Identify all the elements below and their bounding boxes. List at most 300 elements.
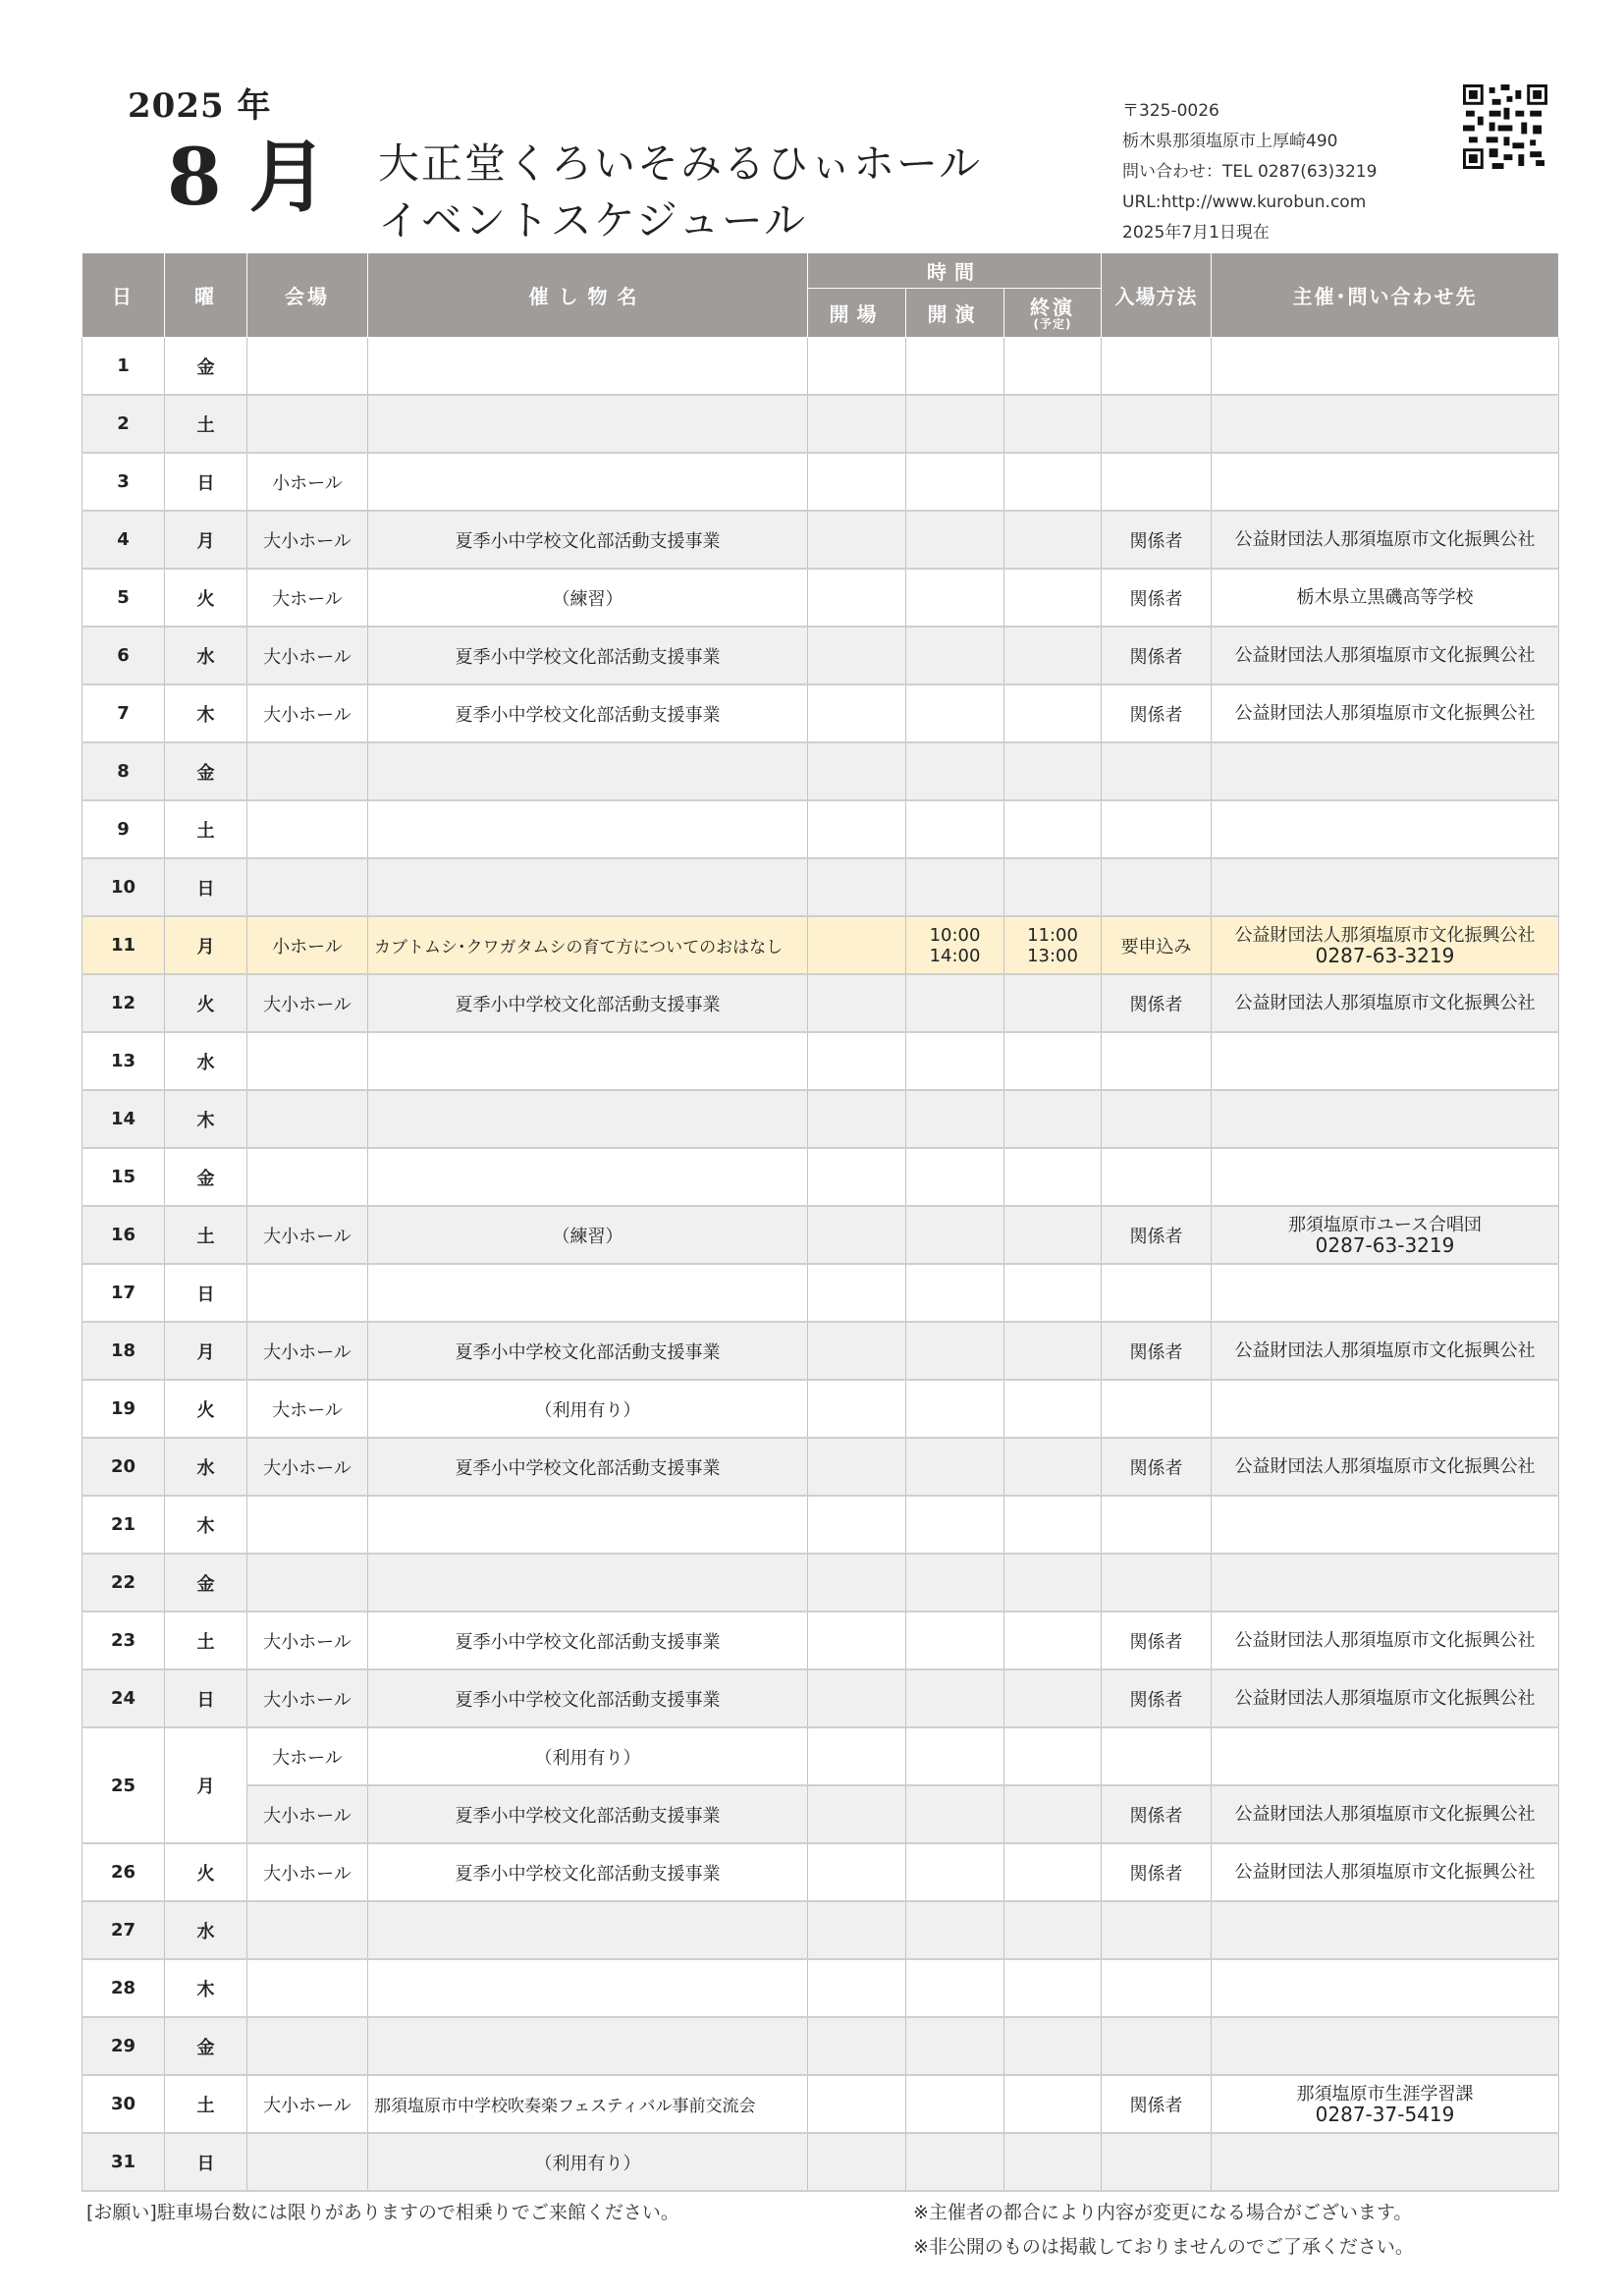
weekday-cell: 金 [165,1148,247,1206]
admission-cell [1102,858,1212,916]
admission-cell: 関係者 [1102,569,1212,627]
event-cell [368,1090,808,1148]
venue-cell: 大ホール [247,1380,368,1438]
admission-cell [1102,1148,1212,1206]
weekday-cell: 日 [165,858,247,916]
venue-cell: 大小ホール [247,684,368,742]
event-cell: 夏季小中学校文化部活動支援事業 [368,1785,808,1843]
weekday-cell: 水 [165,627,247,684]
end-time-cell [1004,1554,1102,1612]
day-cell: 25 [82,1727,165,1843]
table-row [82,742,1559,800]
weekday-cell: 土 [165,395,247,453]
weekday-cell: 月 [165,916,247,974]
organizer-cell [1212,858,1559,916]
event-cell [368,800,808,858]
event-cell: （練習） [368,569,808,627]
qr-code-icon [1463,82,1547,171]
end-time-cell [1004,2133,1102,2191]
year-label: 2025 年 [128,86,272,126]
weekday-cell: 火 [165,1843,247,1901]
header-start: 開演 [906,289,1004,338]
open-time-cell [808,858,906,916]
day-cell: 28 [82,1959,165,2017]
open-time-cell [808,2075,906,2133]
event-cell: カブトムシ･クワガタムシの育て方についてのおはなし [368,916,808,974]
phone: 問い合わせ：TEL 0287(63)3219 [1122,162,1378,182]
table-row [82,338,1559,396]
weekday-cell: 水 [165,1438,247,1496]
title-line-2: イベントスケジュール [378,196,808,245]
end-time-cell [1004,1380,1102,1438]
admission-cell [1102,2017,1212,2075]
event-cell: 夏季小中学校文化部活動支援事業 [368,1669,808,1727]
weekday-cell: 日 [165,1669,247,1727]
table-row [82,1090,1559,1148]
venue-cell: 大ホール [247,569,368,627]
event-cell: 那須塩原市中学校吹奏楽フェスティバル事前交流会 [368,2075,808,2133]
contact-info [1122,96,1377,248]
venue-cell: 大小ホール [247,511,368,569]
organizer-cell [1212,1090,1559,1148]
day-cell: 8 [82,742,165,800]
start-time-cell [906,1612,1004,1669]
table-row [82,1612,1559,1669]
end-time-cell [1004,916,1102,974]
organizer-cell: 公益財団法人那須塩原市文化振興公社 [1212,684,1559,742]
day-cell: 6 [82,627,165,684]
event-cell [368,395,808,453]
table-row [82,916,1559,974]
weekday-cell: 金 [165,1554,247,1612]
header-organizer: 主催･問い合わせ先 [1212,253,1559,338]
organizer-cell: 公益財団法人那須塩原市文化振興公社 [1212,1438,1559,1496]
start-time-cell [906,338,1004,396]
venue-cell [247,858,368,916]
admission-cell [1102,1032,1212,1090]
change-note: ※主催者の都合により内容が変更になる場合がございます。 [913,2202,1413,2223]
day-cell: 1 [82,338,165,396]
organizer-phone: 0287-63-3219 [1315,943,1455,967]
venue-cell [247,1901,368,1959]
day-cell: 19 [82,1380,165,1438]
end-time-2: 13:00 [1027,945,1078,966]
day-cell: 30 [82,2075,165,2133]
end-time-cell [1004,858,1102,916]
event-cell: 夏季小中学校文化部活動支援事業 [368,1612,808,1669]
header-event: 催し物名 [368,253,808,338]
admission-cell [1102,338,1212,396]
end-time-cell [1004,800,1102,858]
admission-cell: 関係者 [1102,684,1212,742]
event-cell [368,1554,808,1612]
end-time-1: 11:00 [1027,924,1078,946]
day-cell: 14 [82,1090,165,1148]
table-row [82,511,1559,569]
table-row [82,1438,1559,1496]
day-cell: 5 [82,569,165,627]
end-time-cell [1004,1901,1102,1959]
day-cell: 22 [82,1554,165,1612]
weekday-cell: 土 [165,1612,247,1669]
as-of-date: 2025年7月1日現在 [1122,223,1270,243]
venue-cell [247,338,368,396]
event-cell: 夏季小中学校文化部活動支援事業 [368,1438,808,1496]
organizer-name: 那須塩原市ユース合唱団 [1287,1214,1483,1235]
end-time-cell [1004,1669,1102,1727]
end-time-cell [1004,1785,1102,1843]
open-time-cell [808,684,906,742]
organizer-cell [1212,395,1559,453]
header-day: 日 [82,253,165,338]
admission-cell [1102,742,1212,800]
table-row [82,684,1559,742]
end-time-cell [1004,1727,1102,1785]
header-end-label: 終演 [1030,295,1075,319]
start-time-cell [906,569,1004,627]
admission-cell [1102,1554,1212,1612]
organizer-cell [1212,1380,1559,1438]
private-note: ※非公開のものは掲載しておりませんのでご了承ください。 [913,2236,1414,2258]
admission-cell: 関係者 [1102,2075,1212,2133]
venue-cell: 大小ホール [247,2075,368,2133]
admission-cell: 関係者 [1102,627,1212,684]
admission-cell [1102,1090,1212,1148]
venue-cell: 小ホール [247,916,368,974]
end-time-cell [1004,1206,1102,1264]
start-time-cell [906,974,1004,1032]
address: 栃木県那須塩原市上厚崎490 [1122,132,1338,151]
header-time: 時間 [808,253,1102,289]
organizer-cell [1212,2075,1559,2133]
day-cell: 31 [82,2133,165,2191]
organizer-cell: 公益財団法人那須塩原市文化振興公社 [1212,974,1559,1032]
end-time-cell [1004,338,1102,396]
table-row [82,1148,1559,1206]
organizer-cell: 公益財団法人那須塩原市文化振興公社 [1212,1322,1559,1380]
start-time-cell [906,511,1004,569]
open-time-cell [808,1380,906,1438]
weekday-cell: 日 [165,1264,247,1322]
organizer-cell [1212,1496,1559,1554]
organizer-cell: 公益財団法人那須塩原市文化振興公社 [1212,1785,1559,1843]
weekday-cell: 金 [165,338,247,396]
organizer-cell [1212,1901,1559,1959]
day-cell: 16 [82,1206,165,1264]
event-cell: 夏季小中学校文化部活動支援事業 [368,684,808,742]
organizer-cell [1212,1032,1559,1090]
page-title [378,136,982,249]
end-time-cell [1004,974,1102,1032]
organizer-cell [1212,1264,1559,1322]
admission-cell [1102,453,1212,511]
weekday-cell: 月 [165,511,247,569]
event-cell: （練習） [368,1206,808,1264]
event-cell: 夏季小中学校文化部活動支援事業 [368,511,808,569]
start-time-cell [906,1554,1004,1612]
open-time-cell [808,2133,906,2191]
event-cell [368,1264,808,1322]
header-open: 開場 [808,289,906,338]
end-time-cell [1004,453,1102,511]
end-time-cell [1004,1322,1102,1380]
organizer-cell [1212,1148,1559,1206]
open-time-cell [808,1090,906,1148]
venue-cell [247,2017,368,2075]
start-time-cell [906,1032,1004,1090]
start-time-cell [906,1264,1004,1322]
organizer-name: 公益財団法人那須塩原市文化振興公社 [1234,924,1536,946]
day-cell: 21 [82,1496,165,1554]
event-cell [368,338,808,396]
open-time-cell [808,1148,906,1206]
open-time-cell [808,1438,906,1496]
start-time-cell [906,1727,1004,1785]
organizer-cell: 公益財団法人那須塩原市文化振興公社 [1212,1612,1559,1669]
day-cell: 23 [82,1612,165,1669]
start-time-cell [906,453,1004,511]
day-cell: 11 [82,916,165,974]
end-time-cell [1004,1959,1102,2017]
organizer-cell: 公益財団法人那須塩原市文化振興公社 [1212,1843,1559,1901]
day-cell: 26 [82,1843,165,1901]
open-time-cell [808,627,906,684]
table-row [82,395,1559,453]
venue-cell [247,800,368,858]
event-cell: 夏季小中学校文化部活動支援事業 [368,1322,808,1380]
weekday-cell: 土 [165,1206,247,1264]
day-cell: 20 [82,1438,165,1496]
end-time-cell [1004,1438,1102,1496]
start-time-cell [906,916,1004,974]
table-row [82,1959,1559,2017]
day-cell: 4 [82,511,165,569]
weekday-cell: 土 [165,800,247,858]
venue-cell [247,1959,368,2017]
venue-cell: 大小ホール [247,627,368,684]
organizer-cell [1212,1727,1559,1785]
table-row [82,1322,1559,1380]
start-time-cell [906,1322,1004,1380]
open-time-cell [808,453,906,511]
day-cell: 12 [82,974,165,1032]
schedule-table [81,252,1559,2192]
weekday-cell: 木 [165,1496,247,1554]
venue-cell: 大小ホール [247,1438,368,1496]
table-row [82,974,1559,1032]
venue-cell: 大小ホール [247,1322,368,1380]
open-time-cell [808,916,906,974]
open-time-cell [808,1901,906,1959]
end-time-cell [1004,1496,1102,1554]
day-cell: 18 [82,1322,165,1380]
admission-cell [1102,800,1212,858]
table-row [82,2075,1559,2133]
venue-cell: 大小ホール [247,1669,368,1727]
open-time-cell [808,2017,906,2075]
table-row [82,2017,1559,2075]
end-time-cell [1004,1612,1102,1669]
event-cell [368,453,808,511]
start-time-cell [906,627,1004,684]
organizer-name: 那須塩原市生涯学習課 [1296,2083,1474,2105]
event-cell [368,1032,808,1090]
admission-cell: 関係者 [1102,1438,1212,1496]
weekday-cell: 金 [165,2017,247,2075]
day-cell: 15 [82,1148,165,1206]
organizer-cell [1212,2017,1559,2075]
organizer-phone: 0287-37-5419 [1315,2102,1455,2126]
organizer-cell: 公益財団法人那須塩原市文化振興公社 [1212,1669,1559,1727]
header-end [1004,289,1102,338]
weekday-cell: 火 [165,974,247,1032]
admission-cell [1102,1380,1212,1438]
open-time-cell [808,742,906,800]
start-time-cell [906,1785,1004,1843]
table-row [82,1785,1559,1843]
day-cell: 29 [82,2017,165,2075]
admission-cell [1102,1264,1212,1322]
open-time-cell [808,1554,906,1612]
table-row [82,1669,1559,1727]
weekday-cell: 木 [165,1959,247,2017]
parking-note: [お願い]駐車場台数には限りがありますので相乗りでご来館ください。 [86,2202,679,2223]
table-row [82,1727,1559,1785]
event-cell [368,1148,808,1206]
open-time-cell [808,569,906,627]
admission-cell: 関係者 [1102,511,1212,569]
organizer-cell: 公益財団法人那須塩原市文化振興公社 [1212,511,1559,569]
event-cell [368,1959,808,2017]
organizer-cell: 公益財団法人那須塩原市文化振興公社 [1212,627,1559,684]
table-row [82,2133,1559,2191]
open-time-cell [808,800,906,858]
venue-cell [247,1264,368,1322]
event-cell [368,2017,808,2075]
open-time-cell [808,1612,906,1669]
table-row [82,1554,1559,1612]
admission-cell: 関係者 [1102,1785,1212,1843]
end-time-cell [1004,1264,1102,1322]
open-time-cell [808,1785,906,1843]
organizer-cell [1212,800,1559,858]
end-time-cell [1004,1843,1102,1901]
end-time-cell [1004,569,1102,627]
table-row [82,800,1559,858]
start-time-2: 14:00 [929,945,981,966]
table-row [82,1032,1559,1090]
organizer-cell [1212,453,1559,511]
weekday-cell: 日 [165,453,247,511]
open-time-cell [808,1843,906,1901]
weekday-cell: 水 [165,1032,247,1090]
start-time-cell [906,1206,1004,1264]
start-time-cell [906,2133,1004,2191]
venue-cell: 大小ホール [247,1785,368,1843]
end-time-cell [1004,627,1102,684]
weekday-cell: 金 [165,742,247,800]
event-cell: （利用有り） [368,2133,808,2191]
header-admission: 入場方法 [1102,253,1212,338]
start-time-cell [906,1380,1004,1438]
admission-cell: 関係者 [1102,1612,1212,1669]
open-time-cell [808,1727,906,1785]
table-row [82,1206,1559,1264]
start-time-cell [906,1090,1004,1148]
start-time-cell [906,1669,1004,1727]
venue-cell: 大ホール [247,1727,368,1785]
start-time-cell [906,1496,1004,1554]
admission-cell [1102,1901,1212,1959]
organizer-cell [1212,916,1559,974]
admission-cell: 関係者 [1102,1669,1212,1727]
organizer-cell [1212,1959,1559,2017]
event-cell [368,742,808,800]
end-time-cell [1004,684,1102,742]
end-time-cell [1004,511,1102,569]
url: URL:http://www.kurobun.com [1122,192,1367,212]
day-cell: 17 [82,1264,165,1322]
organizer-cell [1212,1206,1559,1264]
day-cell: 24 [82,1669,165,1727]
open-time-cell [808,1032,906,1090]
day-cell: 10 [82,858,165,916]
start-time-cell [906,395,1004,453]
start-time-cell [906,1901,1004,1959]
organizer-cell [1212,1554,1559,1612]
venue-cell: 大小ホール [247,1206,368,1264]
open-time-cell [808,1959,906,2017]
weekday-cell: 月 [165,1727,247,1843]
start-time-cell [906,2017,1004,2075]
venue-cell [247,1090,368,1148]
header-venue: 会場 [247,253,368,338]
table-row [82,1901,1559,1959]
end-time-cell [1004,1148,1102,1206]
organizer-cell [1212,742,1559,800]
admission-cell: 要申込み [1102,916,1212,974]
day-cell: 3 [82,453,165,511]
end-time-cell [1004,1032,1102,1090]
header-weekday: 曜 [165,253,247,338]
venue-cell: 大小ホール [247,1612,368,1669]
weekday-cell: 木 [165,1090,247,1148]
admission-cell: 関係者 [1102,1843,1212,1901]
start-time-cell [906,2075,1004,2133]
title-line-1: 大正堂くろいそみるひぃホール [378,139,983,188]
day-cell: 7 [82,684,165,742]
admission-cell [1102,2133,1212,2191]
event-cell [368,858,808,916]
open-time-cell [808,395,906,453]
table-row [82,569,1559,627]
weekday-cell: 月 [165,1322,247,1380]
organizer-cell [1212,2133,1559,2191]
day-cell: 27 [82,1901,165,1959]
day-cell: 9 [82,800,165,858]
organizer-cell: 栃木県立黒磯高等学校 [1212,569,1559,627]
start-time-cell [906,1843,1004,1901]
weekday-cell: 水 [165,1901,247,1959]
venue-cell [247,1496,368,1554]
day-cell: 13 [82,1032,165,1090]
weekday-cell: 日 [165,2133,247,2191]
weekday-cell: 火 [165,569,247,627]
table-row [82,858,1559,916]
venue-cell [247,395,368,453]
open-time-cell [808,338,906,396]
admission-cell [1102,1959,1212,2017]
